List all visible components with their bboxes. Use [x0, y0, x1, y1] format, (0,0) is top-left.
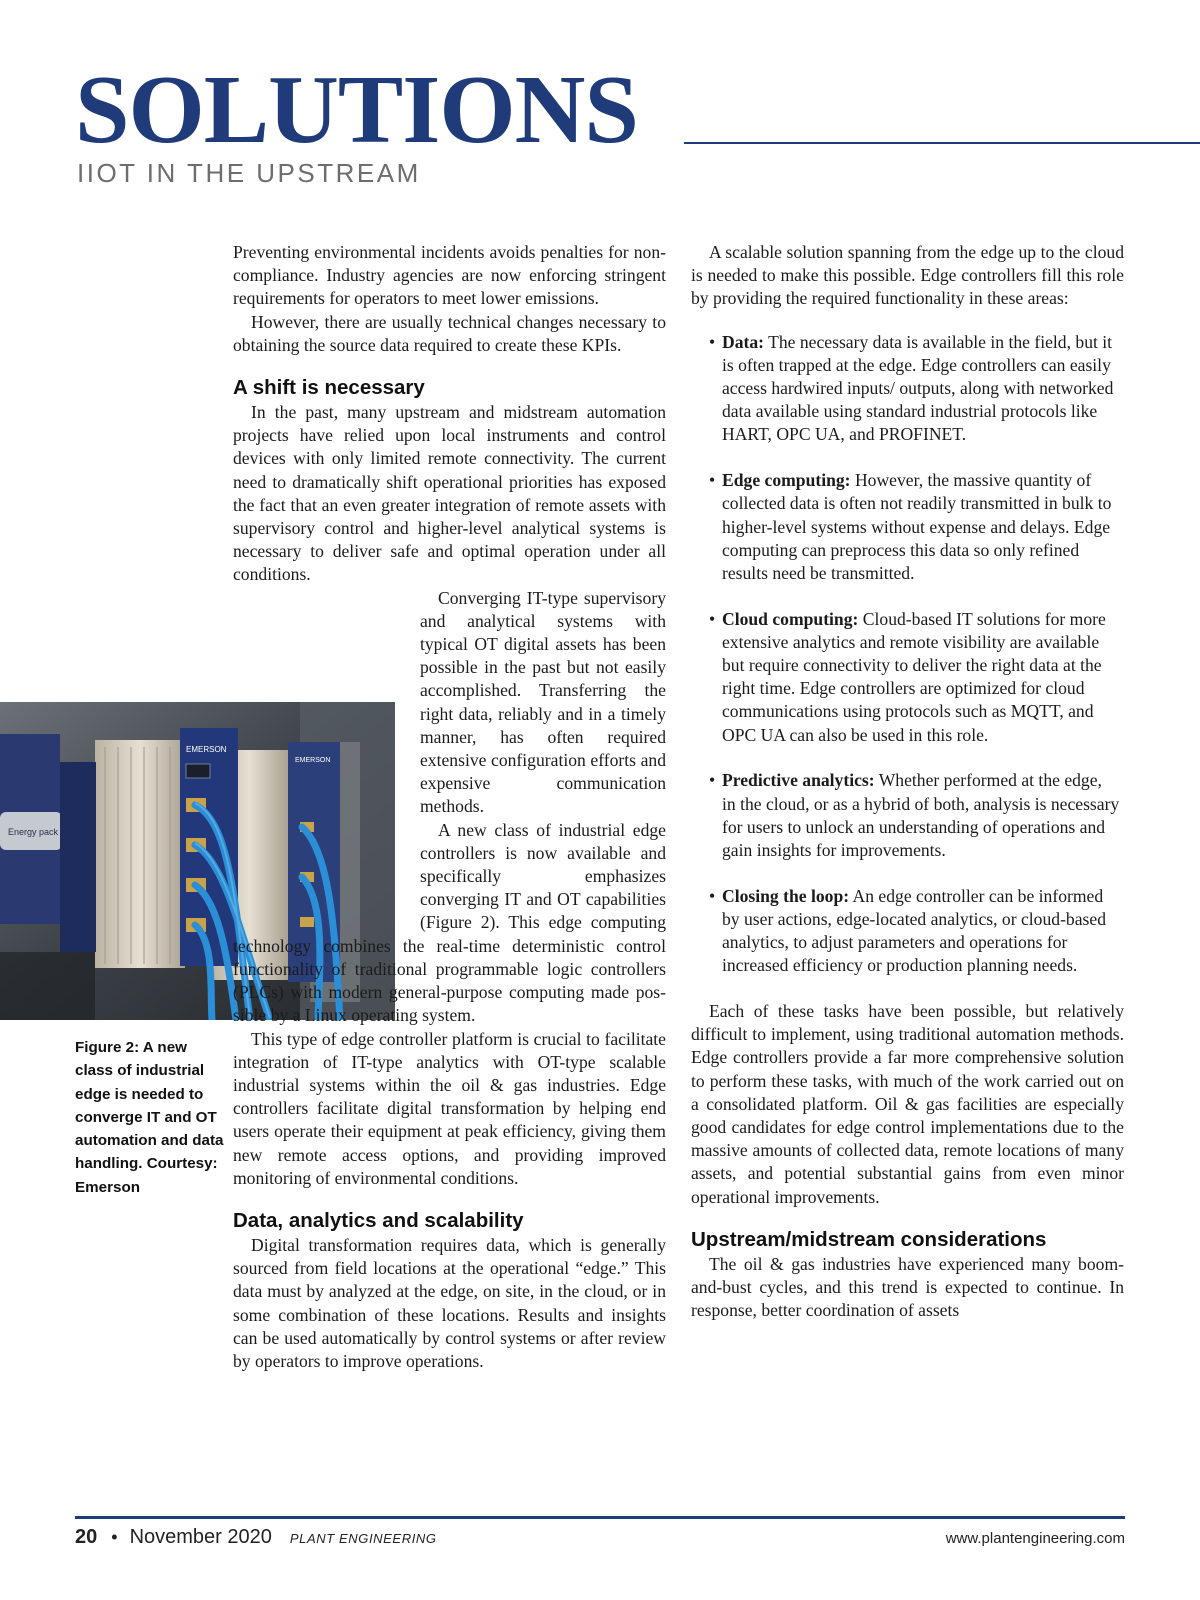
footer-separator: • [111, 1527, 118, 1547]
figure-caption: Figure 2: A new class of industrial edge is needed to converge IT and OT automation and data handling. Courtesy: Emerson [75, 1039, 224, 1196]
subheading-upstream: Upstream/midstream considerations [691, 1227, 1047, 1251]
section-title: SOLUTIONS [75, 56, 638, 164]
bullet-dot: • [709, 885, 716, 906]
bullet-dot: • [709, 470, 716, 491]
bullet-dot: • [709, 770, 716, 791]
list-item-text: Cloud-based IT solutions for more extensive analytics and remote visibility are available but require connectivity to deliver the right data at the right time. Edge controllers are optimized for cloud communications using protocols such as MQTT, and OPC UA can also be used in this role. [722, 608, 1106, 745]
areas-list [691, 331, 1124, 978]
list-item-text: However, the massive quantity of collected data is often not readily transmitted in bulk to higher-level systems without expense and delays. Edge computing can preprocess this data so only refined results need be transmitted. [722, 470, 1112, 583]
list-item [691, 769, 1124, 862]
bullet-dot: • [709, 331, 716, 352]
paragraph: Digital transformation requires data, which is generally sourced from field locations at the operational “edge.” This data must by analyzed at the edge, on site, in the cloud, or in some combination of these locations. Results and insights can be used automatically by control systems or after review by operators to improve operations. [233, 1234, 666, 1371]
paragraph: However, there are usually technical changes necessary to obtaining the source data required to create these KPIs. [233, 311, 666, 355]
paragraph: In the past, many upstream and midstream automation projects have relied upon local instruments and control devices with only limited remote connectivity. The current need to dramatically shift operational priorities has exposed the fact that an even greater integration of remote assets with supervisory control and higher-level analytical systems is necessary to deliver safe and optimal operation under all conditions. [233, 402, 666, 585]
list-item-text: An edge controller can be informed by user actions, edge-located analytics, or cloud-based analytics, to adjust parameters and operations for increased efficiency or production planning needs. [722, 885, 1106, 976]
left-column [233, 241, 666, 1373]
paragraph: A scalable solution spanning from the edge up to the cloud is needed to make this possible. Edge controllers fill this role by providing the required functionality in these areas: [691, 242, 1124, 309]
magazine-name: PLANT ENGINEERING [289, 1531, 437, 1546]
list-item-label: Closing the loop: [722, 885, 850, 906]
energy-pack-label: Energy pack [8, 827, 59, 837]
paragraph: A new class of industrial edge controllers is now available and specifically emphasizes converging IT and OT capabilities (Figure 2). This edge computing technology combines the real-time deterministic control functionality of traditional programmable logic controllers (PLCs) with modern general-purpose computing made possible by a Linux operating system. [233, 819, 666, 1026]
right-column [691, 241, 1124, 1322]
paragraph: The oil & gas industries have experienced many boom-and-bust cycles, and this trend is expected to continue. In response, better coordination of assets [691, 1253, 1124, 1321]
paragraph: Preventing environmental incidents avoids penalties for non-compliance. Industry agencies are now enforcing stringent requirements for operators to meet lower emissions. [233, 242, 666, 309]
figure-wrap-space [233, 590, 420, 930]
list-item [691, 885, 1124, 978]
paragraph: Each of these tasks have been possible, but relatively difficult to implement, using traditional automation methods. Edge controllers provide a far more comprehensive solution to perform these tasks, with much of the work carried out on a consolidated platform. Oil & gas facilities are especially good candidates for edge control implementations due to the massive amounts of collected data, remote locations of many assets, and potential substantial gains from even minor operational improvements. [691, 1000, 1124, 1207]
subheading-data-analytics: Data, analytics and scalability [233, 1208, 524, 1232]
list-item [691, 331, 1124, 447]
title-rule [684, 142, 1200, 144]
svg-text:EMERSON: EMERSON [295, 757, 331, 764]
list-item-label: Cloud computing: [722, 608, 859, 629]
page-footer [75, 1526, 1125, 1556]
list-item-label: Predictive analytics: [722, 770, 875, 791]
list-item [691, 608, 1124, 747]
list-item-label: Edge computing: [722, 470, 851, 491]
bullet-dot: • [709, 608, 716, 629]
issue-date: November 2020 [129, 1526, 272, 1548]
device-brand-label: EMERSON [186, 745, 227, 754]
section-subtitle: IIOT IN THE UPSTREAM [77, 158, 421, 188]
list-item-text: Whether performed at the edge, in the cloud, or as a hybrid of both, analysis is necessary for users to unlock an understanding of operations and gain insights for improvements. [722, 770, 1120, 860]
paragraph: This type of edge controller platform is crucial to facilitate integration of IT-type analytics with OT-type scalable industrial systems within the oil & gas industries. Edge controllers facilitate digital transformation by helping end users operate their equipment at peak efficiency, giving them new remote access options, and providing improved monitoring of environmental conditions. [233, 1028, 666, 1188]
list-item-label: Data: [722, 331, 765, 352]
list-item [691, 469, 1124, 585]
website-link[interactable]: www.plantengineering.com [945, 1530, 1125, 1547]
page-number: 20 [75, 1526, 98, 1548]
subheading-shift: A shift is necessary [233, 376, 425, 400]
list-item-text: The necessary data is available in the field, but it is often trapped at the edge. Edge controllers can easily access hardwired inputs/ outputs, along with networked data available using standard industrial protocols like HART, OPC UA, and PROFINET. [722, 331, 1114, 445]
paragraph: Converging IT-type supervisory and analytical systems with typical OT digital assets has been possible in the past but not easily accomplished. Transferring the right data, reliably and in a timely manner, has often required extensive configuration efforts and expensive communication methods. [420, 587, 666, 817]
footer-rule [75, 1516, 1125, 1519]
